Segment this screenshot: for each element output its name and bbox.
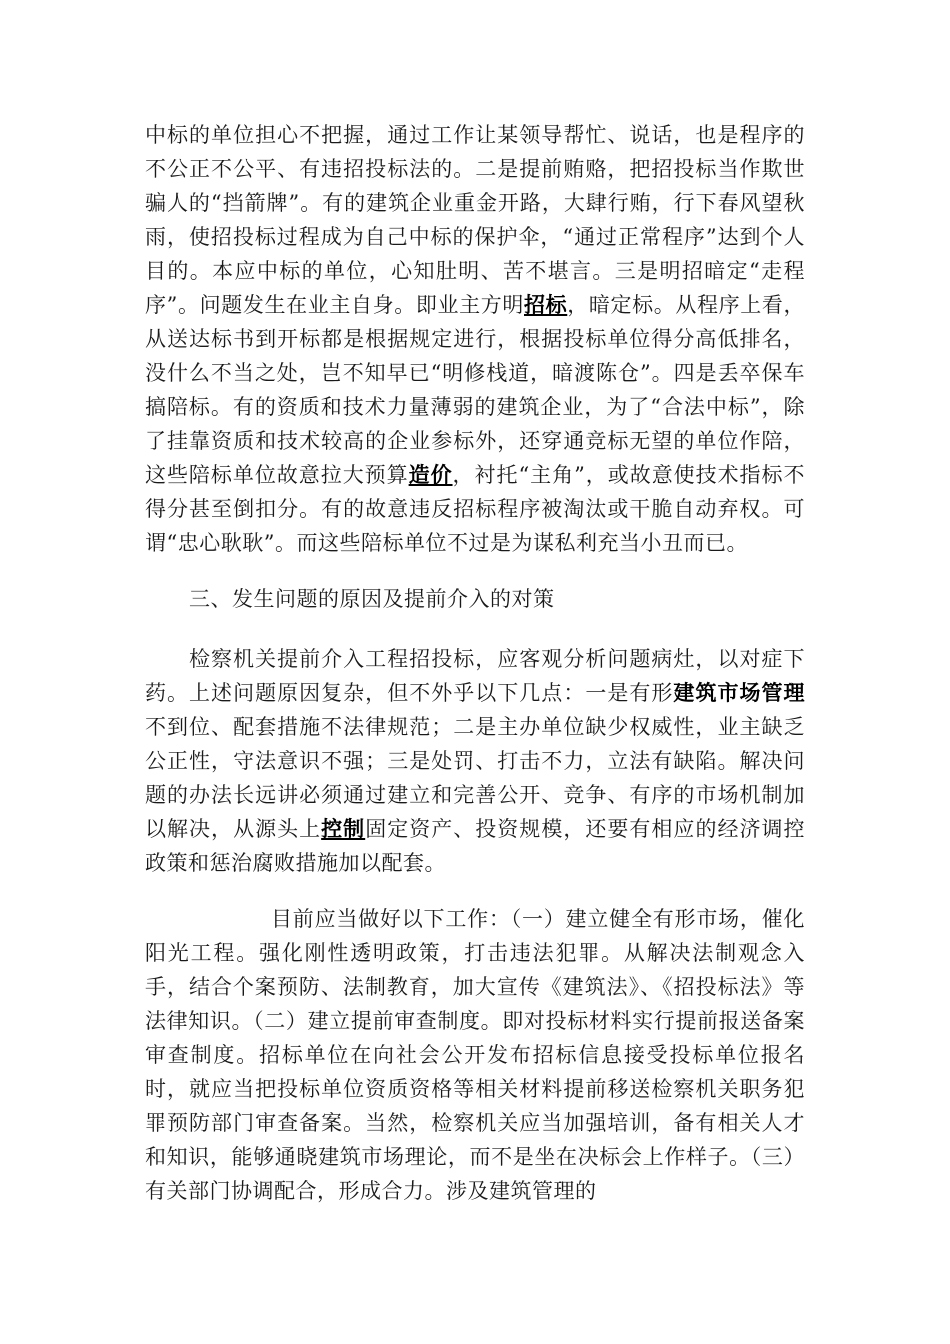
paragraph-text: 中标的单位担心不把握，通过工作让某领导帮忙、说话，也是程序的不公正不公平、有违招投标法的。二是提前贿赂，把招投标当作欺世骗人的“挡箭牌”。有的建筑企业重金开路，大肆行贿，行下春风望秋雨，使招投标过程成为自己中标的保护伞，“通过正常程序”达到个人目的。本应中标的单位，心知肚明、苦不堪言。三是明招暗定“走程序”。问题发生在业主自身。即业主方明: [145, 123, 805, 317]
paragraph-text: ，暗定标。从程序上看，从送达标书到开标都是根据规定进行，根据投标单位得分高低排名，没什么不当之处，岂不知早已“明修栈道，暗渡陈仓”。四是丢卒保车搞陪标。有的资质和技术力量薄弱的建筑企业，为了“合法中标”，除了挂靠资质和技术较高的企业参标外，还穿通竞标无望的单位作陪，这些陪标单位故意拉大预算: [145, 293, 806, 487]
paragraph-measures: 目前应当做好以下工作：（一）建立健全有形市场，催化阳光工程。强化刚性透明政策，打击违法犯罪。从解决法制观念入手，结合个案预防、法制教育，加大宣传《建筑法》、《招投标法》等法律知识。（二）建立提前审查制度。即对投标材料实行提前报送备案审查制度。招标单位在向社会公开发布招标信息接受投标单位报名时，就应当把投标单位资质资格等相关材料提前移送检察机关职务犯罪预防部门审查备案。当然，检察机关应当加强培训，备有相关人才和知识，能够通晓建筑市场理论，而不是坐在决标会上作样子。（三）有关部门协调配合，形成合力。涉及建筑管理的: [145, 907, 805, 1203]
keyword-link-zhaobiao[interactable]: 招标: [524, 292, 568, 317]
paragraph-text: ，衬托“主角”，或故意使技术指标不得分甚至倒扣分。有的故意违反招标程序被淘汰或干脆自动弃权。可谓“忠心耿耿”。而这些陪标单位不过是为谋私利充当小丑而已。: [145, 463, 805, 555]
document-page: [145, 118, 805, 1208]
paragraph-bid-problems: [145, 118, 805, 560]
keyword-link-zaojia[interactable]: 造价: [408, 462, 453, 487]
section-heading: 三、发生问题的原因及提前介入的对策: [189, 587, 555, 611]
paragraph-text: 固定资产、投资规模，还要有相应的经济调控政策和惩治腐败措施加以配套。: [145, 817, 806, 875]
paragraph-text: 不到位、配套措施不法律规范；二是主办单位缺少权威性，业主缺乏公正性，守法意识不强；三是处罚、打击不力，立法有缺陷。解决问题的办法长远讲必须通过建立和完善公开、竞争、有序的市场机制加以解决，从源头上: [145, 715, 805, 841]
keyword-link-kongzhi[interactable]: 控制: [321, 816, 366, 841]
keyword-jianzhu-shichang-guanli[interactable]: 建筑市场管理: [673, 680, 806, 705]
paragraph-text: 检察机关提前介入工程招投标，应客观分析问题病灶，以对症下药。上述问题原因复杂，但不外乎以下几点：一是有形: [145, 647, 805, 705]
paragraph-causes: [145, 642, 805, 880]
